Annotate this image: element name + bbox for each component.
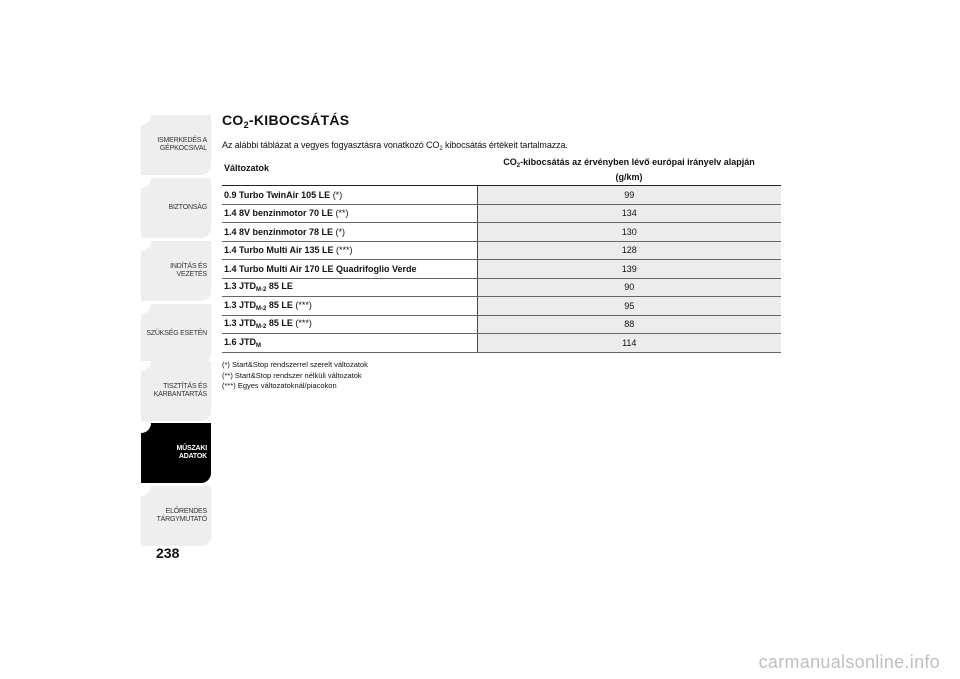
table-body [222,186,781,353]
section-title [222,112,349,130]
model-name: 0.9 Turbo TwinAir 105 LE [224,189,331,200]
co2-value-cell: 95 [477,297,781,316]
model-name: 1.3 JTD [224,318,257,329]
co2-value-cell: 130 [477,223,781,242]
header-co2-subscript: 2 [516,163,521,169]
header-co2-suffix: -kibocsátás az érvényben lévő európai irányelv alapján [520,157,755,167]
model-cell [222,204,477,223]
model-name: 1.4 Turbo Multi Air 135 LE [224,245,334,256]
intro-after: kibocsátás értékeit tartalmazza. [442,140,568,150]
table-header-row [222,155,781,186]
model-name: 1.4 8V benzinmotor 70 LE [224,208,334,219]
co2-value-cell: 114 [477,334,781,353]
footnote: (**) Start&Stop rendszer nélküli változatok [222,370,362,380]
title-suffix: -KIBOCSÁTÁS [248,112,350,128]
tab-biztonsag[interactable] [141,178,211,238]
intro-text [222,140,568,152]
model-suffix: 85 LE [266,281,293,292]
tab-label: BIZTONSÁG [168,203,207,211]
model-name: 1.3 JTD [224,281,257,292]
model-name: 1.3 JTD [224,299,257,310]
model-cell [222,260,477,279]
model-note: (**) [333,208,349,219]
co2-value-cell: 134 [477,204,781,223]
tab-muszaki-adatok[interactable] [141,423,211,483]
intro-before: Az alábbi táblázat a vegyes fogyasztásra vonatkozó CO [222,140,440,150]
model-name: 1.4 8V benzinmotor 78 LE [224,226,334,237]
page-number: 238 [156,545,180,561]
footnote: (***) Egyes változatoknál/piacokon [222,381,337,390]
co2-table [222,155,781,353]
tab-elorendes-targymutato[interactable] [141,486,211,546]
footnotes [222,360,368,392]
model-subscript: M-2 [256,287,267,294]
co2-value-cell: 139 [477,260,781,279]
table-row [222,260,781,279]
title-prefix: CO [222,112,244,128]
model-name: 1.6 JTD [224,336,257,347]
table-row [222,186,781,205]
tab-label: SZÜKSÉG ESETÉN [146,329,207,337]
model-suffix: 85 LE [266,318,293,329]
table-row [222,315,781,334]
tab-inditas-es-vezetes[interactable] [141,241,211,301]
co2-value-cell: 128 [477,241,781,260]
watermark: carmanualsonline.info [758,652,940,672]
table-row [222,297,781,316]
model-suffix: 85 LE [266,299,293,310]
model-cell [222,186,477,205]
model-subscript: M-2 [256,324,267,331]
model-note: (***) [292,318,312,329]
model-note: (*) [333,226,346,237]
footnote: (*) Start&Stop rendszerrel szerelt változatok [222,360,368,369]
table-row [222,334,781,353]
model-subscript: M-2 [256,305,267,312]
tab-label: ELŐRENDES TÁRGYMUTATÓ [156,507,207,523]
table-row [222,223,781,242]
model-note: (***) [292,299,312,310]
title-subscript: 2 [243,120,249,130]
tab-szukseg-eseten[interactable] [141,304,211,364]
header-co2-unit: (g/km) [615,172,643,182]
model-cell [222,278,477,297]
tab-ismerkedes[interactable] [141,115,211,175]
model-note: (***) [333,245,353,256]
co2-value-cell: 90 [477,278,781,297]
model-cell [222,297,477,316]
co2-value-cell: 99 [477,186,781,205]
model-cell [222,334,477,353]
table-row [222,278,781,297]
intro-subscript: 2 [439,146,443,152]
model-subscript: M [256,342,262,349]
tab-tisztitas-es-karbantartas[interactable] [141,361,211,421]
model-cell [222,315,477,334]
table-row [222,204,781,223]
tab-label: ISMERKEDÉS A GÉPKOCSIVAL [157,136,207,152]
header-variants: Változatok [222,155,477,186]
header-co2 [477,155,781,186]
tab-label: MŰSZAKI ADATOK [176,444,207,460]
model-name: 1.4 Turbo Multi Air 170 LE Quadrifoglio Verde [224,263,417,274]
model-cell [222,241,477,260]
model-cell [222,223,477,242]
model-note: (*) [330,189,343,200]
table-row [222,241,781,260]
tab-label: INDÍTÁS ÉS VEZETÉS [170,262,207,278]
header-co2-prefix: CO [503,157,517,167]
co2-value-cell: 88 [477,315,781,334]
tab-label: TISZTÍTÁS ÉS KARBANTARTÁS [153,382,207,398]
